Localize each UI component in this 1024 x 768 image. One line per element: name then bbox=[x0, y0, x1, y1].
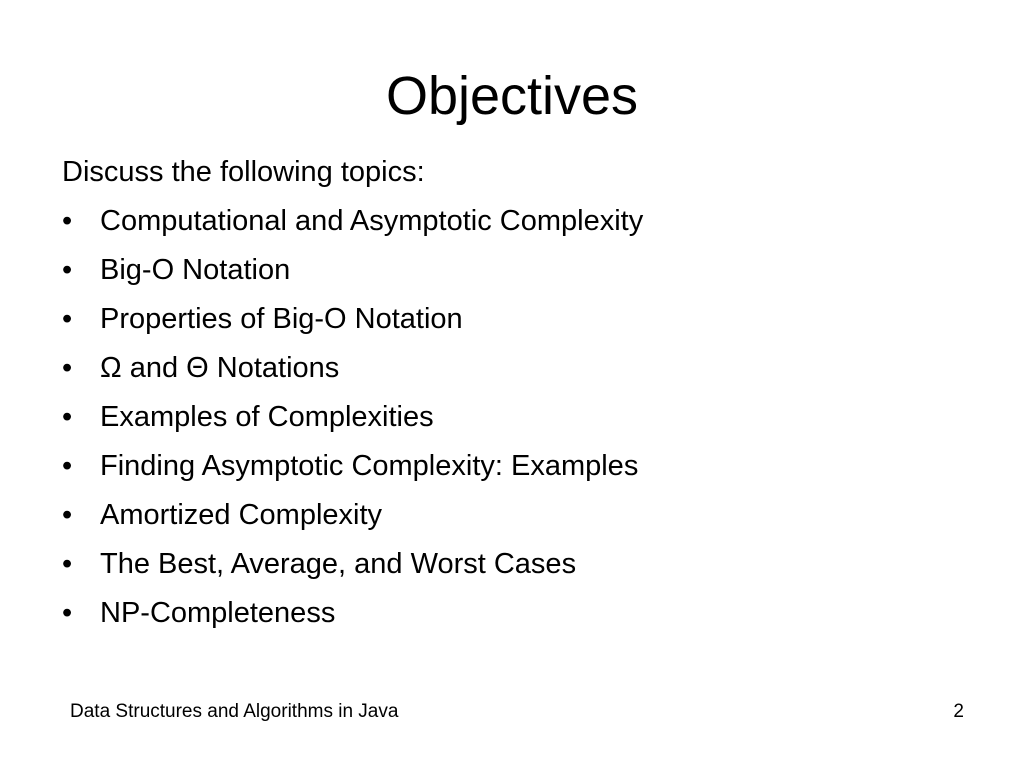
bullet-icon: • bbox=[62, 303, 73, 335]
slide-title: Objectives bbox=[385, 66, 639, 126]
bullet-icon: • bbox=[62, 499, 73, 531]
topic-item bbox=[62, 197, 962, 246]
topic-item bbox=[62, 295, 962, 344]
topic-list bbox=[62, 197, 962, 638]
topic-item bbox=[62, 442, 962, 491]
topic-item bbox=[62, 393, 962, 442]
topic-label: Amortized Complexity bbox=[100, 499, 383, 531]
topic-item bbox=[62, 540, 962, 589]
footer-book-title: Data Structures and Algorithms in Java bbox=[70, 701, 399, 722]
topic-label: Properties of Big-O Notation bbox=[100, 303, 463, 335]
footer-page-number: 2 bbox=[953, 701, 964, 722]
topic-label: Ω and Θ Notations bbox=[100, 352, 340, 384]
topic-item bbox=[62, 246, 962, 295]
intro-text: Discuss the following topics: bbox=[62, 156, 425, 188]
bullet-icon: • bbox=[62, 548, 73, 580]
bullet-icon: • bbox=[62, 597, 73, 629]
bullet-icon: • bbox=[62, 401, 73, 433]
topic-label: Examples of Complexities bbox=[100, 401, 434, 433]
bullet-icon: • bbox=[62, 450, 73, 482]
topic-label: Big-O Notation bbox=[100, 254, 291, 286]
topic-label: Computational and Asymptotic Complexity bbox=[100, 205, 644, 237]
bullet-icon: • bbox=[62, 352, 73, 384]
bullet-icon: • bbox=[62, 254, 73, 286]
topic-label: The Best, Average, and Worst Cases bbox=[100, 548, 577, 580]
topic-item bbox=[62, 344, 962, 393]
topic-item bbox=[62, 589, 962, 638]
slide-body bbox=[62, 148, 962, 638]
topic-label: Finding Asymptotic Complexity: Examples bbox=[100, 450, 639, 482]
topic-label: NP-Completeness bbox=[100, 597, 336, 629]
bullet-icon: • bbox=[62, 205, 73, 237]
topic-item bbox=[62, 491, 962, 540]
